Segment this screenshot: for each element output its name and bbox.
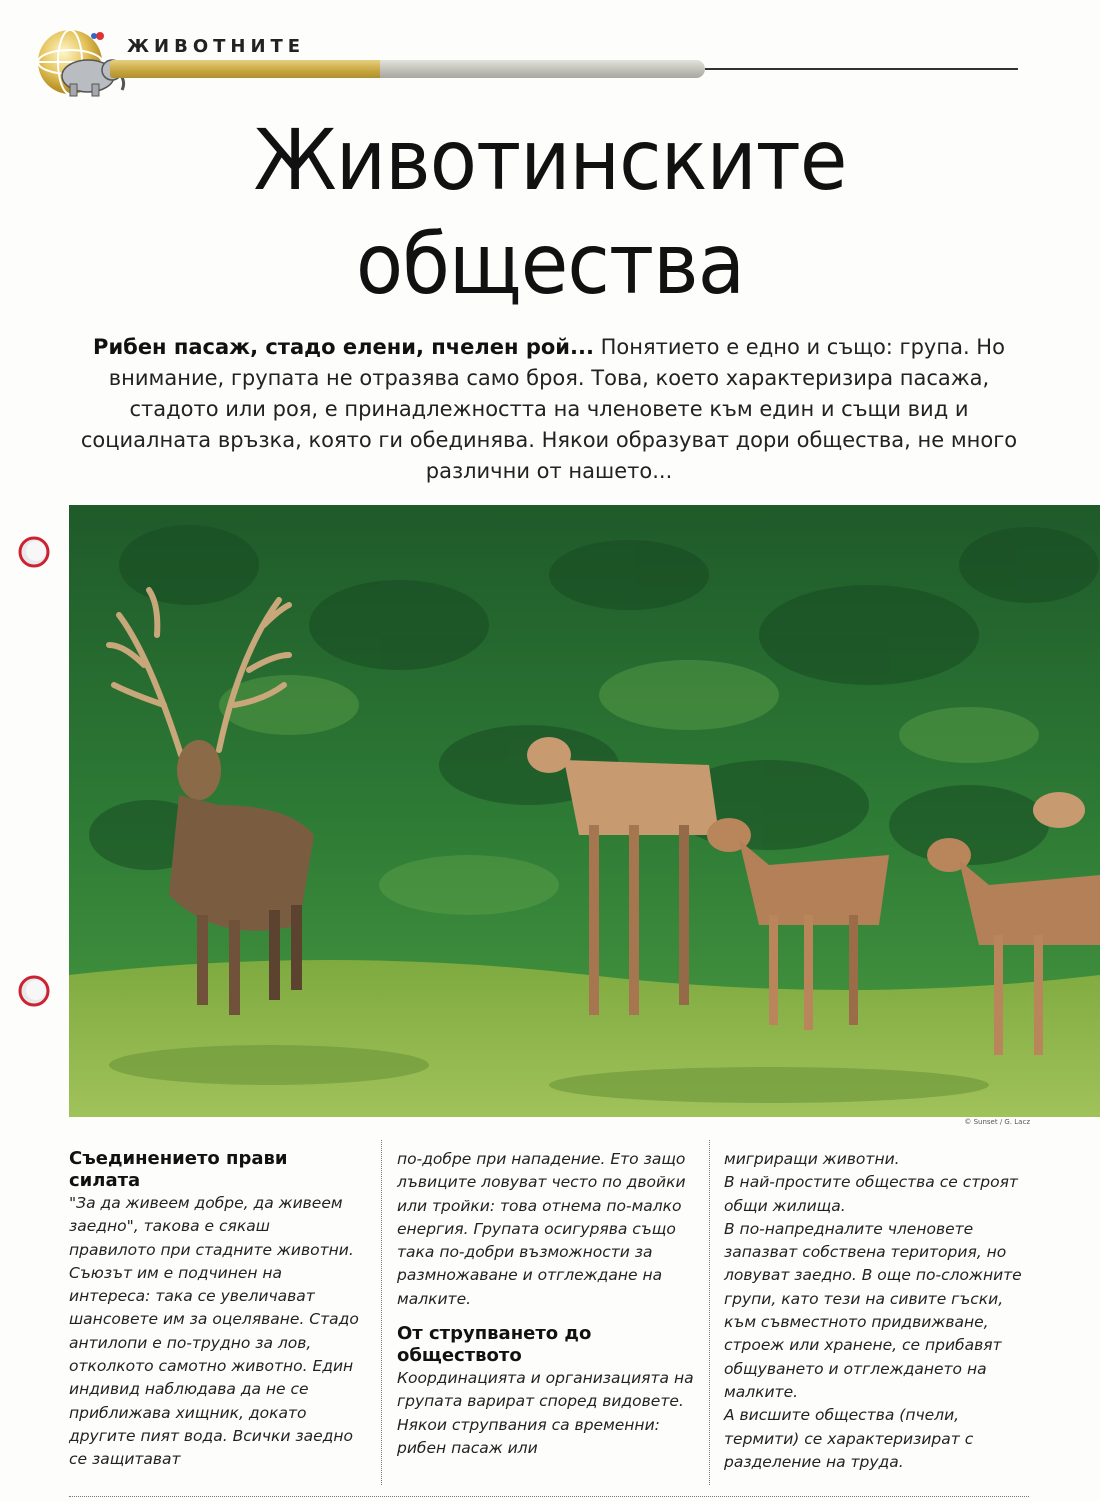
intro-paragraph [68, 332, 1030, 487]
intro-lead: Рибен пасаж, стадо елени, пчелен рой... [93, 335, 594, 359]
header-rule [705, 68, 1018, 70]
column-1 [69, 1148, 359, 1472]
column-1-text: "За да живеем добре, да живеем заедно", такова е сякаш правилото при стадните животни. Съюзът им е подчинен на интереса: така се увеличават шансовете им за оцеляване. Стадо антилопи е по-трудно за лов, отколкото самотно животно. Един индивид наблюдава да не се приближава хищник, докато другите пият вода. Всички заедно се защитават [69, 1194, 359, 1469]
column-3-text: мигриращи животни. В най-простите общества се строят общи жилища. В по-напредналите членовете запазват собствена територия, но ловуват заедно. В още по-сложните групи, като тези на сивите гъски, към съвместното придвижване, строеж или хранене, се прибавят общуването и отглеждането на малките. А висшите общества (пчели, термити) се характеризират с разделение на труда. [724, 1150, 1022, 1471]
deer-herd-photo [69, 505, 1100, 1117]
binder-hole-icon [18, 975, 50, 1007]
page-title [44, 108, 1056, 316]
title-line-1: Животинските [253, 111, 847, 209]
column-2-heading: От струпването до обществото [397, 1323, 592, 1367]
photo-credit: © Sunset / G. Lacz [964, 1118, 1030, 1126]
section-label: ЖИВОТНИТЕ [127, 36, 306, 57]
column-divider [709, 1140, 710, 1485]
intro-text: Понятието е едно и също: група. Но внимание, групата не отразява само броя. Това, което характеризира пасажа, стадото или роя, е принадлежността на членовете към един и същи вид и социалната връзка, която ги обединява. Някои образуват дори общества, не много различни от нашето... [80, 335, 1018, 483]
page-header [0, 0, 1100, 110]
column-3 [724, 1148, 1024, 1474]
column-divider [381, 1140, 382, 1485]
column-1-heading: Съединението прави силата [69, 1148, 288, 1191]
column-2-text-2: Координацията и организацията на групата варират според видовете. Някои струпвания са временни: рибен пасаж или [397, 1369, 694, 1457]
header-bar-olive [110, 60, 380, 78]
column-2-text: по-добре при нападение. Ето защо лъвиците ловуват често по двойки или тройки: това отнема по-малко енергия. Групата осигурява също така по-добри възможности за размножаване и отглеждане на малките. [397, 1150, 686, 1308]
header-bar-gray [380, 60, 705, 78]
title-line-2: общества [355, 215, 745, 313]
column-2 [397, 1148, 697, 1460]
footer-rule [69, 1496, 1029, 1497]
binder-hole-icon [18, 536, 50, 568]
